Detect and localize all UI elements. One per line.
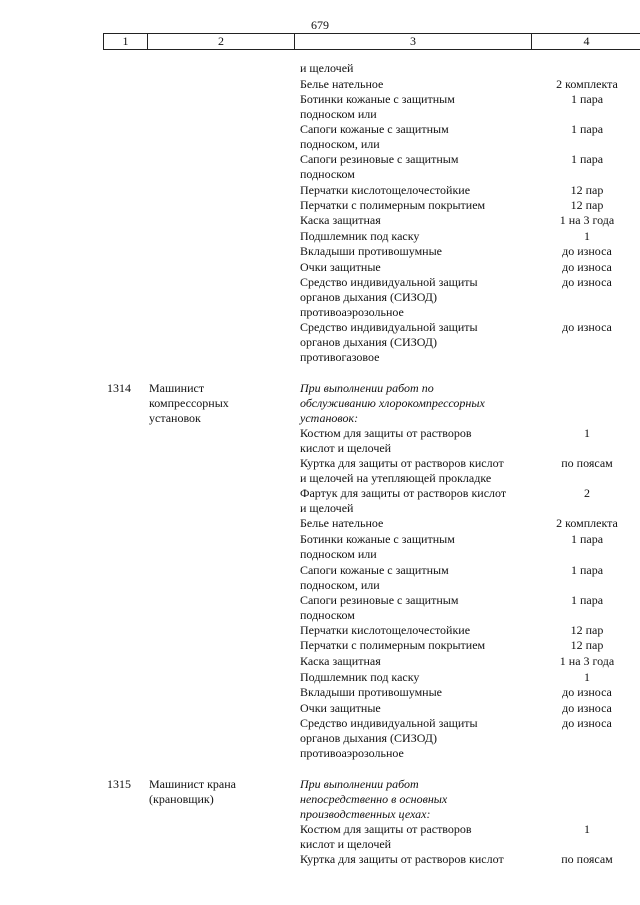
ppe-item: Перчатки кислотощелочестойкие <box>300 183 471 197</box>
issue-norm: 1 <box>584 822 590 836</box>
item-number: 1315 <box>107 777 131 791</box>
ppe-item: Белье нательное <box>300 77 384 91</box>
ppe-item: кислот и щелочей <box>300 441 392 455</box>
profession-name: (крановщик) <box>149 792 214 806</box>
issue-norm: 12 пар <box>570 623 604 637</box>
issue-norm: 12 пар <box>570 198 604 212</box>
profession-name: Машинист крана <box>149 777 236 791</box>
ppe-item: Подшлемник под каску <box>300 229 420 243</box>
issue-norm: 12 пар <box>570 183 604 197</box>
header-col-2: 2 <box>147 34 294 49</box>
issue-norm: 2 <box>584 486 590 500</box>
issue-norm: 1 на 3 года <box>559 213 615 227</box>
ppe-item: подноском или <box>300 107 377 121</box>
page-number: 679 <box>311 18 329 32</box>
table-header <box>103 33 640 50</box>
ppe-item: Сапоги резиновые с защитным <box>300 593 459 607</box>
ppe-item: Перчатки кислотощелочестойкие <box>300 623 471 637</box>
ppe-item: Костюм для защиты от растворов <box>300 426 472 440</box>
ppe-item: Средство индивидуальной защиты <box>300 275 478 289</box>
ppe-item: подноском <box>300 608 355 622</box>
issue-norm: 1 пара <box>570 122 604 136</box>
header-col-4: 4 <box>531 34 640 49</box>
ppe-item: подноском, или <box>300 137 380 151</box>
issue-norm: до износа <box>562 716 612 730</box>
ppe-item: Костюм для защиты от растворов <box>300 822 472 836</box>
ppe-item: противогазовое <box>300 350 380 364</box>
issue-norm: 1 пара <box>570 563 604 577</box>
ppe-item: Очки защитные <box>300 260 381 274</box>
ppe-item: Белье нательное <box>300 516 384 530</box>
ppe-item: Фартук для защиты от растворов кислот <box>300 486 507 500</box>
ppe-item: органов дыхания (СИЗОД) <box>300 335 437 349</box>
header-col-3: 3 <box>294 34 531 49</box>
ppe-item: подноском <box>300 167 355 181</box>
ppe-item: Каска защитная <box>300 654 381 668</box>
ppe-item: подноском, или <box>300 578 380 592</box>
issue-norm: 12 пар <box>570 638 604 652</box>
issue-norm: по поясам <box>561 456 613 470</box>
work-condition: установок: <box>300 411 359 425</box>
ppe-item: кислот и щелочей <box>300 837 392 851</box>
ppe-item: противоаэрозольное <box>300 305 404 319</box>
ppe-item: Сапоги резиновые с защитным <box>300 152 459 166</box>
ppe-item: органов дыхания (СИЗОД) <box>300 731 437 745</box>
work-condition: производственных цехах: <box>300 807 431 821</box>
ppe-item: противоаэрозольное <box>300 746 404 760</box>
issue-norm: по поясам <box>561 852 613 866</box>
ppe-item: органов дыхания (СИЗОД) <box>300 290 437 304</box>
ppe-item: и щелочей на утепляющей прокладке <box>300 471 492 485</box>
issue-norm: до износа <box>562 275 612 289</box>
ppe-item: и щелочей <box>300 61 354 75</box>
ppe-item: Каска защитная <box>300 213 381 227</box>
profession-name: компрессорных <box>149 396 229 410</box>
ppe-item: Сапоги кожаные с защитным <box>300 563 449 577</box>
issue-norm: 2 комплекта <box>556 77 618 91</box>
header-col-1: 1 <box>103 34 147 49</box>
ppe-item: Вкладыши противошумные <box>300 244 442 258</box>
issue-norm: до износа <box>562 260 612 274</box>
profession-name: Машинист <box>149 381 205 395</box>
ppe-item: Куртка для защиты от растворов кислот <box>300 456 504 470</box>
ppe-item: Вкладыши противошумные <box>300 685 442 699</box>
ppe-item: Перчатки с полимерным покрытием <box>300 198 486 212</box>
issue-norm: 1 <box>584 426 590 440</box>
ppe-item: Очки защитные <box>300 701 381 715</box>
ppe-item: Средство индивидуальной защиты <box>300 320 478 334</box>
work-condition: обслуживанию хлорокомпрессорных <box>300 396 485 410</box>
work-condition: непосредственно в основных <box>300 792 448 806</box>
issue-norm: до износа <box>562 685 612 699</box>
issue-norm: 1 на 3 года <box>559 654 615 668</box>
ppe-item: Подшлемник под каску <box>300 670 420 684</box>
work-condition: При выполнении работ <box>300 777 419 791</box>
issue-norm: 1 пара <box>570 593 604 607</box>
issue-norm: 1 пара <box>570 532 604 546</box>
ppe-item: Куртка для защиты от растворов кислот <box>300 852 504 866</box>
ppe-item: Перчатки с полимерным покрытием <box>300 638 486 652</box>
ppe-item: Средство индивидуальной защиты <box>300 716 478 730</box>
ppe-item: подноском или <box>300 547 377 561</box>
ppe-item: и щелочей <box>300 501 354 515</box>
issue-norm: 1 пара <box>570 92 604 106</box>
issue-norm: до износа <box>562 701 612 715</box>
ppe-item: Ботинки кожаные с защитным <box>300 532 455 546</box>
issue-norm: 1 пара <box>570 152 604 166</box>
work-condition: При выполнении работ по <box>300 381 434 395</box>
ppe-item: Ботинки кожаные с защитным <box>300 92 455 106</box>
issue-norm: до износа <box>562 244 612 258</box>
profession-name: установок <box>149 411 201 425</box>
item-number: 1314 <box>107 381 131 395</box>
issue-norm: 1 <box>584 670 590 684</box>
issue-norm: 1 <box>584 229 590 243</box>
ppe-item: Сапоги кожаные с защитным <box>300 122 449 136</box>
issue-norm: 2 комплекта <box>556 516 618 530</box>
issue-norm: до износа <box>562 320 612 334</box>
